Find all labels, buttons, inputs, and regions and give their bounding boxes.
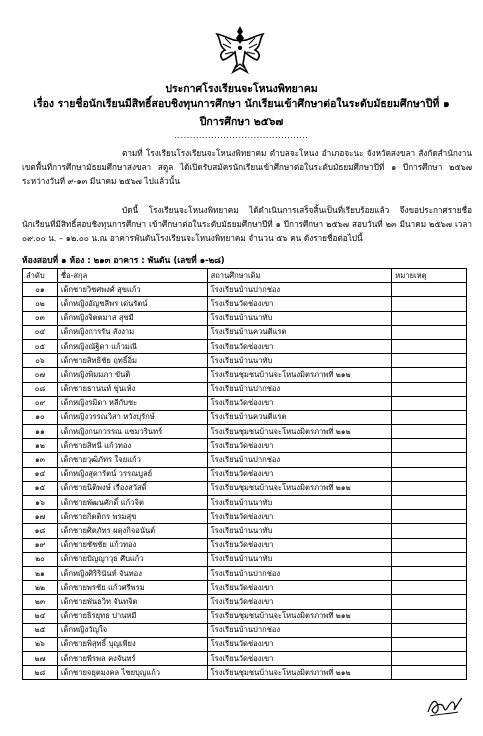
student-name: เด็กหญิงพิมมภา ขันติ xyxy=(57,368,207,382)
table-row xyxy=(23,439,467,453)
table-row xyxy=(23,283,467,297)
table-row xyxy=(23,566,467,580)
previous-school: โรงเรียนวัดช่องเขา xyxy=(207,339,392,353)
student-name: เด็กชายศิตภัทร ผดุงกิจอนันต์ xyxy=(57,524,207,538)
previous-school: โรงเรียนวัดช่องเขา xyxy=(207,595,392,609)
exam-room-heading: ห้องสอบที่ ๑ ห้อง : ๒๑๓ อาคาร : พันดัน (เลขที่ ๑-๒๘) xyxy=(22,256,225,266)
student-name: เด็กหญิงรมิดา หลีกับชะ xyxy=(57,396,207,410)
row-note xyxy=(392,552,467,566)
student-name: เด็กชายพันธวิท จันทจิต xyxy=(57,595,207,609)
table-row xyxy=(23,368,467,382)
row-note xyxy=(392,453,467,467)
row-note xyxy=(392,652,467,666)
row-number: ๒๘ xyxy=(23,666,58,680)
row-note xyxy=(392,467,467,481)
student-name: เด็กชายวุฒิภัทร ใจยแก้ว xyxy=(57,453,207,467)
previous-school: โรงเรียนชุมชนบ้านจะโหนงมิตรภาพที่ ๒๑๒ xyxy=(207,609,392,623)
header-note: หมายเหตุ xyxy=(392,269,467,283)
previous-school: โรงเรียนบ้านควนตีแรต xyxy=(207,410,392,424)
table-row xyxy=(23,297,467,311)
row-number: ๒๒ xyxy=(23,581,58,595)
row-note xyxy=(392,524,467,538)
header-number: ลำดับ xyxy=(23,269,58,283)
row-note xyxy=(392,382,467,396)
row-note xyxy=(392,623,467,637)
row-note xyxy=(392,368,467,382)
row-note xyxy=(392,439,467,453)
previous-school: โรงเรียนวัดช่องเขา xyxy=(207,510,392,524)
academic-year: ปีการศึกษา ๒๕๖๗ xyxy=(199,116,284,128)
student-name: เด็กชายพัฒนศักดิ์ แก้วจิต xyxy=(57,496,207,510)
table-row xyxy=(23,666,467,680)
previous-school: โรงเรียนชุมชนบ้านจะโหนงมิตรภาพที่ ๒๑๒ xyxy=(207,368,392,382)
student-name: เด็กหญิงณัฐิดา แก้วมณี xyxy=(57,339,207,353)
student-name: เด็กชายปัญญาวุธ ศีบแก้ว xyxy=(57,552,207,566)
intro-paragraph: ตามที่ โรงเรียนโรงเรียนจะโหนงพิทยาคม ตำบลจะโหนง อำเภอจะนะ จังหวัดสงขลา สังกัดสำนักงานเขตพื้นที่การศึกษามัธยมศึกษาสงขลา สตูล ได้เปิดรับสมัครนักเรียนเข้าศึกษาต่อในระดับมัธยมศึกษาปีที่ ๑ ปีการศึกษา ๒๕๖๗ ระหว่างวันที่ ๙-๑๓ มีนาคม ๒๕๖๗ ไปแล้วนั้น xyxy=(22,148,472,186)
table-header-row xyxy=(23,269,467,283)
student-name: เด็กหญิงสุดารัตน์ วรรณบูลย์ xyxy=(57,467,207,481)
table-row xyxy=(23,609,467,623)
table-row xyxy=(23,481,467,495)
student-name: เด็กชายพิสุทธิ์ บุญเพียง xyxy=(57,637,207,651)
student-list-table xyxy=(22,268,467,680)
row-number: ๑๓ xyxy=(23,453,58,467)
row-note xyxy=(392,297,467,311)
previous-school: โรงเรียนชุมชนบ้านจะโหนงมิตรภาพที่ ๒๑๒ xyxy=(207,666,392,680)
header-school: สถานศึกษาเดิม xyxy=(207,269,392,283)
table-row xyxy=(23,538,467,552)
separator-line: ............................................ xyxy=(174,131,309,140)
row-number: ๐๔ xyxy=(23,325,58,339)
announcement-title: ประกาศโรงเรียนจะโหนงพิทยาคม xyxy=(165,83,318,95)
row-number: ๐๒ xyxy=(23,297,58,311)
row-number: ๒๗ xyxy=(23,652,58,666)
student-name: เด็กชายสิทนี แก้วทอง xyxy=(57,439,207,453)
garuda-emblem-icon xyxy=(213,24,267,74)
row-note xyxy=(392,566,467,580)
previous-school: โรงเรียนวัดช่องเขา xyxy=(207,652,392,666)
row-number: ๑๑ xyxy=(23,425,58,439)
row-note xyxy=(392,666,467,680)
row-number: ๒๐ xyxy=(23,552,58,566)
student-name: เด็กชายวิชศพงศ์ สุขแก้ว xyxy=(57,283,207,297)
row-number: ๑๐ xyxy=(23,410,58,424)
previous-school: โรงเรียนบ้านปากช่อง xyxy=(207,453,392,467)
table-row xyxy=(23,339,467,353)
row-note xyxy=(392,410,467,424)
previous-school: โรงเรียนวัดช่องเขา xyxy=(207,467,392,481)
table-row xyxy=(23,467,467,481)
row-note xyxy=(392,609,467,623)
previous-school: โรงเรียนบ้านปากช่อง xyxy=(207,283,392,297)
student-name: เด็กชายสิทธิชัย ฤทธิ์อิ่ม xyxy=(57,354,207,368)
student-name: เด็กหญิงวรรณวิสา หวังบุรักษ์ xyxy=(57,410,207,424)
previous-school: โรงเรียนชุมชนบ้านจะโหนงมิตรภาพที่ ๒๑๒ xyxy=(207,425,392,439)
row-number: ๒๖ xyxy=(23,637,58,651)
row-note xyxy=(392,538,467,552)
table-row xyxy=(23,382,467,396)
row-note xyxy=(392,581,467,595)
announcement-paragraph: บัดนี้ โรงเรียนจะโหนงพิทยาคม ได้ดำเนินการเสร็จสิ้นเป็นที่เรียบร้อยแล้ว จึงขอประกาศรายชื่อนักเรียนที่มีสิทธิ์สอบชิงทุนการศึกษา เข้าศึกษาต่อในระดับมัธยมศึกษาปีที่ ๑ ปีการศึกษา ๒๕๖๗ สอบวันที่ ๒๓ มีนาคม ๒๕๖๗ เวลา ๐๙.๐๐ น. – ๑๒.๐๐ น.ณ อาคารพันดันโรงเรียนจะโหนงพิทยาคม จำนวน ๕๖ คน ดังรายชื่อต่อไปนี้ xyxy=(22,205,472,243)
table-row xyxy=(23,425,467,439)
table-row xyxy=(23,581,467,595)
row-note xyxy=(392,595,467,609)
row-number: ๐๑ xyxy=(23,283,58,297)
table-row xyxy=(23,325,467,339)
row-note xyxy=(392,354,467,368)
table-row xyxy=(23,354,467,368)
student-name: เด็กหญิงอัญชลีพร เด่นรัตน์ xyxy=(57,297,207,311)
row-number: ๑๗ xyxy=(23,510,58,524)
row-note xyxy=(392,339,467,353)
table-row xyxy=(23,311,467,325)
previous-school: โรงเรียนบ้านนาทับ xyxy=(207,552,392,566)
previous-school: โรงเรียนวัดช่องเขา xyxy=(207,297,392,311)
student-name: เด็กหญิงการรัน สังงาม xyxy=(57,325,207,339)
table-row xyxy=(23,595,467,609)
student-name: เด็กหญิงวัญใจ xyxy=(57,623,207,637)
student-name: เด็กชายกิตติกร พรมสุข xyxy=(57,510,207,524)
table-row xyxy=(23,510,467,524)
student-name: เด็กชายพีรพล คงจันทร์ xyxy=(57,652,207,666)
previous-school: โรงเรียนวัดช่องเขา xyxy=(207,538,392,552)
student-name: เด็กชายนิติพงษ์ เรืองสวัสดิ์ xyxy=(57,481,207,495)
previous-school: โรงเรียนวัดช่องเขา xyxy=(207,396,392,410)
table-row xyxy=(23,652,467,666)
row-number: ๑๙ xyxy=(23,538,58,552)
row-note xyxy=(392,325,467,339)
row-note xyxy=(392,481,467,495)
row-number: ๐๖ xyxy=(23,354,58,368)
student-name: เด็กชายธานนท์ ขุ่นเห้ง xyxy=(57,382,207,396)
row-number: ๒๕ xyxy=(23,623,58,637)
student-name: เด็กชายชัชชัย แก้วทอง xyxy=(57,538,207,552)
row-number: ๐๕ xyxy=(23,339,58,353)
previous-school: โรงเรียนบ้านนาทับ xyxy=(207,524,392,538)
previous-school: โรงเรียนบ้านนาทับ xyxy=(207,496,392,510)
row-number: ๑๔ xyxy=(23,467,58,481)
row-note xyxy=(392,510,467,524)
row-note xyxy=(392,637,467,651)
student-name: เด็กหญิงกนกวรรณ แซมวรินทร์ xyxy=(57,425,207,439)
row-note xyxy=(392,425,467,439)
row-number: ๒๔ xyxy=(23,609,58,623)
previous-school: โรงเรียนบ้านปากช่อง xyxy=(207,382,392,396)
row-number: ๒๓ xyxy=(23,595,58,609)
previous-school: โรงเรียนบ้านควนตีแรต xyxy=(207,325,392,339)
row-number: ๐๙ xyxy=(23,396,58,410)
row-number: ๐๘ xyxy=(23,382,58,396)
row-number: ๑๕ xyxy=(23,481,58,495)
row-number: ๑๖ xyxy=(23,496,58,510)
student-name: เด็กหญิงจิตตมาส สุขมี xyxy=(57,311,207,325)
row-note xyxy=(392,311,467,325)
previous-school: โรงเรียนวัดช่องเขา xyxy=(207,581,392,595)
header-name: ชื่อ-สกุล xyxy=(57,269,207,283)
table-row xyxy=(23,524,467,538)
row-number: ๑๒ xyxy=(23,439,58,453)
previous-school: โรงเรียนวัดช่องเขา xyxy=(207,439,392,453)
table-row xyxy=(23,410,467,424)
student-name: เด็กชายธิรยุทธ ปานหมี xyxy=(57,609,207,623)
announcement-subject: เรื่อง รายชื่อนักเรียนมีสิทธิ์สอบชิงทุนการศึกษา นักเรียนเข้าศึกษาต่อในระดับมัธยมศึกษาปีที่ ๑ xyxy=(33,98,450,110)
previous-school: โรงเรียนวัดช่องเขา xyxy=(207,637,392,651)
table-row xyxy=(23,396,467,410)
row-number: ๐๗ xyxy=(23,368,58,382)
student-name: เด็กชายพรชัย แก้วศรีพรม xyxy=(57,581,207,595)
row-number: ๑๘ xyxy=(23,524,58,538)
student-name: เด็กชายจยุตมงคล ไชยบุญแก้ว xyxy=(57,666,207,680)
previous-school: โรงเรียนบ้านนาทับ xyxy=(207,311,392,325)
previous-school: โรงเรียนชุมชนบ้านจะโหนงมิตรภาพที่ ๒๑๒ xyxy=(207,481,392,495)
table-row xyxy=(23,453,467,467)
signature-icon xyxy=(424,690,464,720)
row-number: ๒๑ xyxy=(23,566,58,580)
table-row xyxy=(23,623,467,637)
previous-school: โรงเรียนบ้านนาทับ xyxy=(207,354,392,368)
previous-school: โรงเรียนบ้านปากช่อง xyxy=(207,623,392,637)
row-note xyxy=(392,283,467,297)
table-row xyxy=(23,496,467,510)
row-number: ๐๓ xyxy=(23,311,58,325)
table-row xyxy=(23,552,467,566)
table-row xyxy=(23,637,467,651)
student-name: เด็กหญิงศิริรินันท์ จันทอง xyxy=(57,566,207,580)
row-note xyxy=(392,396,467,410)
previous-school: โรงเรียนบ้านปากช่อง xyxy=(207,566,392,580)
row-note xyxy=(392,496,467,510)
